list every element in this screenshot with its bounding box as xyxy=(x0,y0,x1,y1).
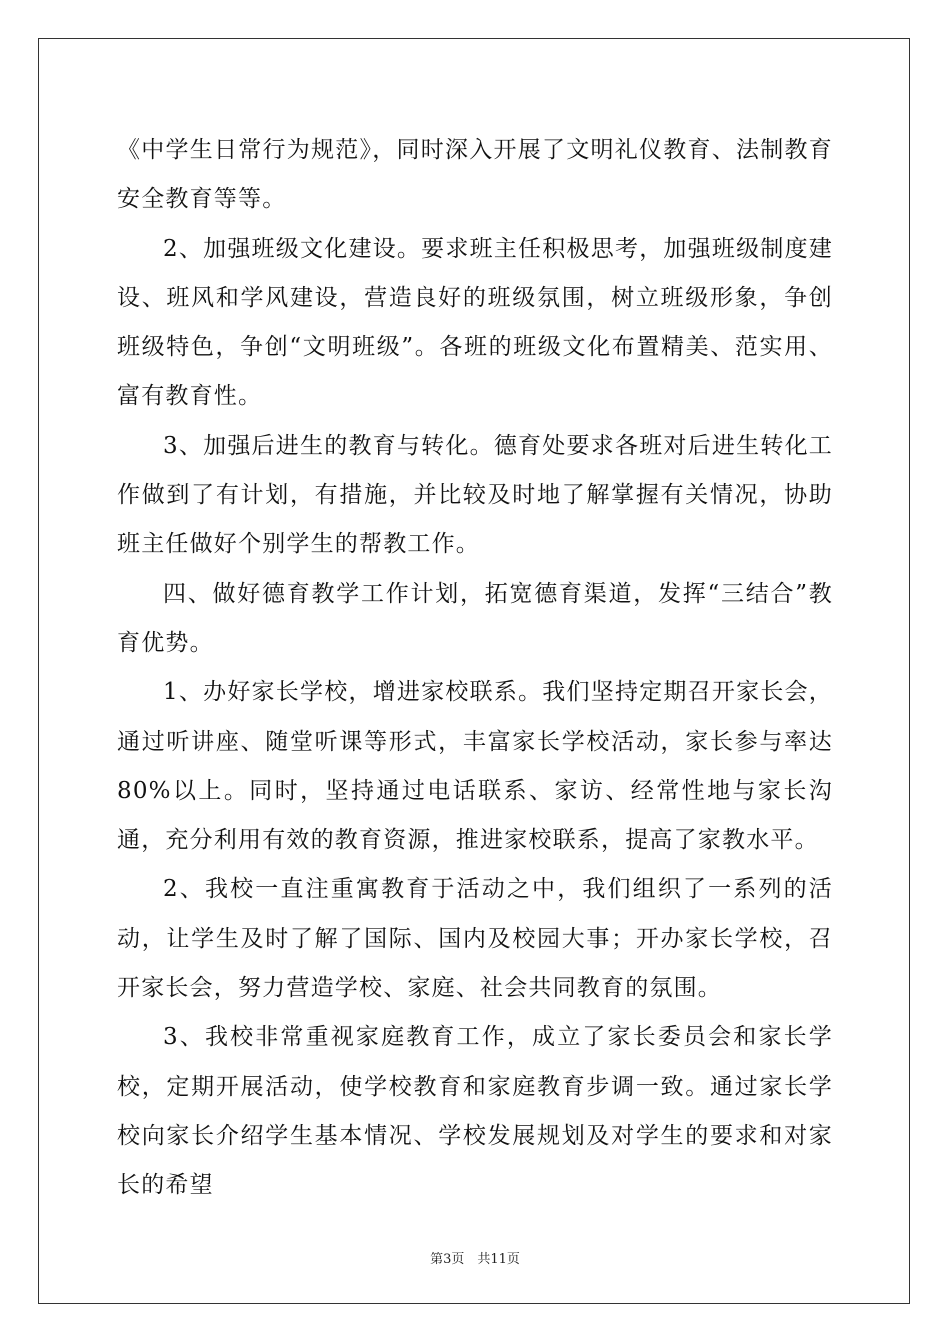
paragraph-parent-school: 1、办好家长学校，增进家校联系。我们坚持定期召开家长会，通过听讲座、随堂听课等形式，丰富家长学校活动，家长参与率达80%以上。同时，坚持通过电话联系、家访、经常性地与家长沟通，充分利用有效的教育资源，推进家校联系，提高了家教水平。 xyxy=(117,679,833,854)
paragraph-activities: 2、我校一直注重寓教育于活动之中，我们组织了一系列的活动，让学生及时了解了国际、国内及校园大事；开办家长学校，召开家长会，努力营造学校、家庭、社会共同教育的氛围。 xyxy=(117,876,833,1002)
paragraph-section-four: 四、做好德育教学工作计划，拓宽德育渠道，发挥“三结合”教育优势。 xyxy=(117,580,833,656)
paragraph-struggling-students: 3、加强后进生的教育与转化。德育处要求各班对后进生转化工作做到了有计划，有措施，并比较及时地了解掌握有关情况，协助班主任做好个别学生的帮教工作。 xyxy=(117,432,833,558)
paragraph-class-culture: 2、加强班级文化建设。要求班主任积极思考，加强班级制度建设、班风和学风建设，营造良好的班级氛围，树立班级形象，争创班级特色，争创“文明班级”。各班的班级文化布置精美、范实用、富有教育性。 xyxy=(117,235,833,410)
paragraph-family-education: 3、我校非常重视家庭教育工作，成立了家长委员会和家长学校，定期开展活动，使学校教育和家庭教育步调一致。通过家长学校向家长介绍学生基本情况、学校发展规划及对学生的要求和对家长的希望 xyxy=(117,1024,833,1199)
document-body xyxy=(117,126,833,1211)
page-number-footer: 第3页 共11页 xyxy=(430,1252,520,1267)
paragraph-code-of-conduct: 《中学生日常行为规范》，同时深入开展了文明礼仪教育、法制教育安全教育等等。 xyxy=(117,137,833,213)
